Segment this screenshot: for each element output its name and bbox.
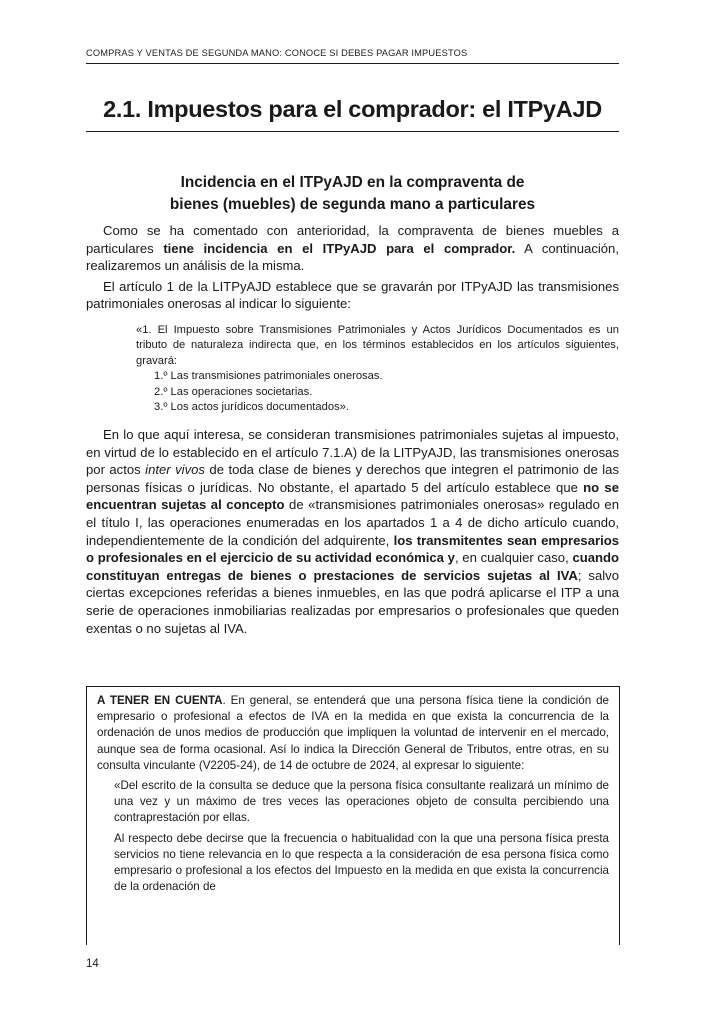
paragraph-3 xyxy=(86,426,619,637)
para1-bold-1: tiene incidencia en el ITPyAJD para el comprador. xyxy=(163,240,516,256)
para3-bold-3: cuando constituyan entregas de bienes o prestaciones de servicios sujetas al IVA xyxy=(86,550,620,583)
section-title: 2.1. Impuestos para el comprador: el ITPyAJD xyxy=(86,96,619,132)
para3-text-5: ; salvo ciertas excepciones referidas a bienes inmuebles, en las que podrá aplicarse el ITP a una serie de operaciones inmobiliarias realizadas por empresarios o profesionales que queden exentas o no sujetas al IVA. xyxy=(86,567,619,636)
paragraph-1 xyxy=(86,222,619,275)
para3-text-2: de toda clase de bienes y derechos que integren el patrimonio de las personas físicas o jurídicas. No obstante, el apartado 5 del artículo establece que xyxy=(86,462,620,495)
note-label: A TENER EN CUENTA xyxy=(97,694,223,707)
para3-text-3: de «transmisiones patrimoniales onerosas» regulado en el título I, las operaciones enumeradas en los apartados 1 a 4 de dicho artículo cuando, independientemente de la condición del adquirente, xyxy=(86,497,619,548)
page-number: 14 xyxy=(86,958,99,970)
quote-item-1: 1.º Las transmisiones patrimoniales onerosas. xyxy=(154,370,383,383)
para3-italic-1: inter vivos xyxy=(145,462,205,478)
para3-text-1: En lo que aquí interesa, se consideran transmisiones patrimoniales sujetas al impuesto, en virtud de lo establecido en el artículo 7.1.A) de la LITPyAJD, las transmisiones onerosas por actos xyxy=(86,426,619,478)
para1-text-1: Como se ha comentado con anterioridad, la compraventa de bienes muebles a particulares xyxy=(86,223,619,256)
paragraph-2: El artículo 1 de la LITPyAJD establece que se gravarán por ITPyAJD las transmisiones patrimoniales onerosas al indicar lo siguiente: xyxy=(86,278,619,312)
subtitle-line-2: bienes (muebles) de segunda mano a particulares xyxy=(169,196,536,213)
quote-item-3: 3.º Los actos jurídicos documentados». xyxy=(154,401,350,414)
para3-bold-2: los transmitentes sean empresarios o profesionales en el ejercicio de su actividad económica y xyxy=(86,532,619,566)
para1-text-2: A continuación, realizaremos un análisis de la misma. xyxy=(86,240,619,274)
running-header: COMPRAS Y VENTAS DE SEGUNDA MANO: CONOCE SI DEBES PAGAR IMPUESTOS xyxy=(86,48,619,64)
para3-bold-1: no se encuentran sujetas al concepto xyxy=(86,479,619,513)
para3-text-4: , en cualquier caso, xyxy=(454,550,573,566)
note-quote-1: «Del escrito de la consulta se deduce que la persona física consultante realizará un mínimo de una vez y un máximo de tres veces las operaciones objeto de consulta percibiendo una contraprestación por ellas. xyxy=(114,779,609,825)
note-paragraph xyxy=(97,693,609,774)
body-text xyxy=(86,222,619,640)
note-box xyxy=(86,686,620,945)
quote-intro: «1. El Impuesto sobre Transmisiones Patrimoniales y Actos Jurídicos Documentados es un tributo de naturaleza indirecta que, en los términos establecidos en los artículos siguientes, gravará: xyxy=(136,323,619,367)
subtitle-line-1: Incidencia en el ITPyAJD en la compraventa de xyxy=(180,174,525,191)
note-quote-2: Al respecto debe decirse que la frecuencia o habitualidad con la que una persona física presta servicios no tiene relevancia en lo que respecta a la consideración de esa persona física como empresario o profesional a los efectos del Impuesto en la medida en que exista la concurrencia de la ordenación de xyxy=(114,831,609,894)
subsection-title xyxy=(86,172,619,216)
law-quote xyxy=(136,323,619,416)
note-text: . En general, se entenderá que una persona física tiene la condición de empresario o profesional a efectos de IVA en la medida en que exista la concurrencia de la ordenación de unos medios de producción que impliquen la voluntad de intervenir en el mercado, aunque sea de forma ocasional. Así lo indica la Dirección General de Tributos, entre otras, en su consulta vinculante (V2205-24), de 14 de octubre de 2024, al expresar lo siguiente: xyxy=(97,694,610,772)
quote-item-2: 2.º Las operaciones societarias. xyxy=(154,385,313,398)
